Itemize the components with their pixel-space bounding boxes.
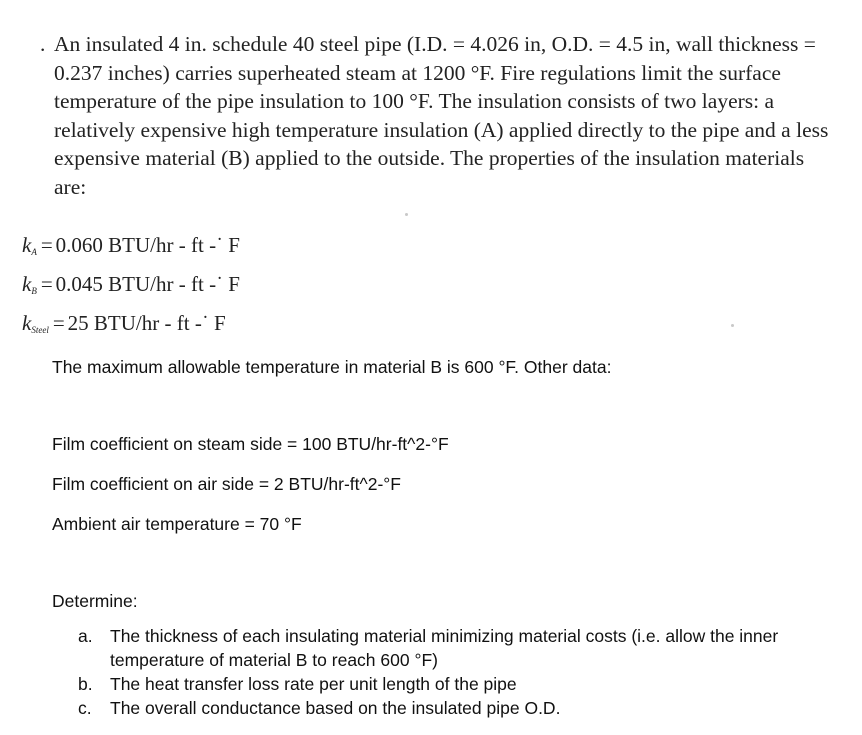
task-item-a — [78, 624, 838, 672]
problem-text: An insulated 4 in. schedule 40 steel pipe (I.D. = 4.026 in, O.D. = 4.5 in, wall thickness = 0.237 inches) carries superheated steam at 1200 °F. Fire regulations limit the surface temperature of the pipe insulation to 100 °F. The insulation consists of two layers: a relatively expensive high temperature insulation (A) applied directly to the pipe and a less expensive material (B) applied to the outside. The properties of the insulation materials are: — [54, 32, 829, 199]
property-value: 0.045 BTU/hr - ft -˙ F — [55, 272, 240, 296]
task-marker: c. — [78, 698, 92, 718]
task-list — [78, 624, 838, 720]
property-k-b: $k_B = 0.045$ BTU/hr - ft -˙ F — [22, 272, 240, 296]
problem-statement — [40, 30, 840, 201]
task-marker: b. — [78, 674, 93, 694]
property-symbol: k — [22, 233, 32, 257]
ambient-temperature: Ambient air temperature = 70 °F — [52, 514, 302, 534]
task-marker: a. — [78, 626, 93, 646]
property-value: 25 BTU/hr - ft -˙ F — [67, 311, 226, 335]
task-item-b — [78, 672, 838, 696]
air-film-coefficient: Film coefficient on air side = 2 BTU/hr-ft^2-°F — [52, 474, 401, 494]
property-subscript: B — [31, 286, 37, 296]
property-subscript: A — [31, 247, 37, 257]
property-symbol: k — [22, 272, 32, 296]
scan-speck — [405, 213, 408, 216]
property-subscript: Steel — [31, 325, 49, 335]
property-k-steel: $k_{Steel} = 25$ BTU/hr - ft -˙ F — [22, 311, 226, 335]
task-text: The overall conductance based on the insulated pipe O.D. — [110, 698, 561, 718]
task-text: The thickness of each insulating material minimizing material costs (i.e. allow the inner temperature of material B to reach 600 °F) — [110, 626, 779, 670]
property-symbol: k — [22, 311, 32, 335]
scan-speck — [731, 324, 734, 327]
property-value: 0.060 BTU/hr - ft -˙ F — [55, 233, 240, 257]
steam-film-coefficient: Film coefficient on steam side = 100 BTU/hr-ft^2-°F — [52, 434, 449, 454]
task-text: The heat transfer loss rate per unit length of the pipe — [110, 674, 517, 694]
property-k-a: $k_A = 0.060$ BTU/hr - ft -˙ F — [22, 233, 240, 257]
problem-bullet: . — [40, 32, 46, 56]
determine-label: Determine: — [52, 591, 138, 611]
max-temp-note: The maximum allowable temperature in material B is 600 °F. Other data: — [52, 357, 612, 377]
task-item-c — [78, 696, 838, 720]
